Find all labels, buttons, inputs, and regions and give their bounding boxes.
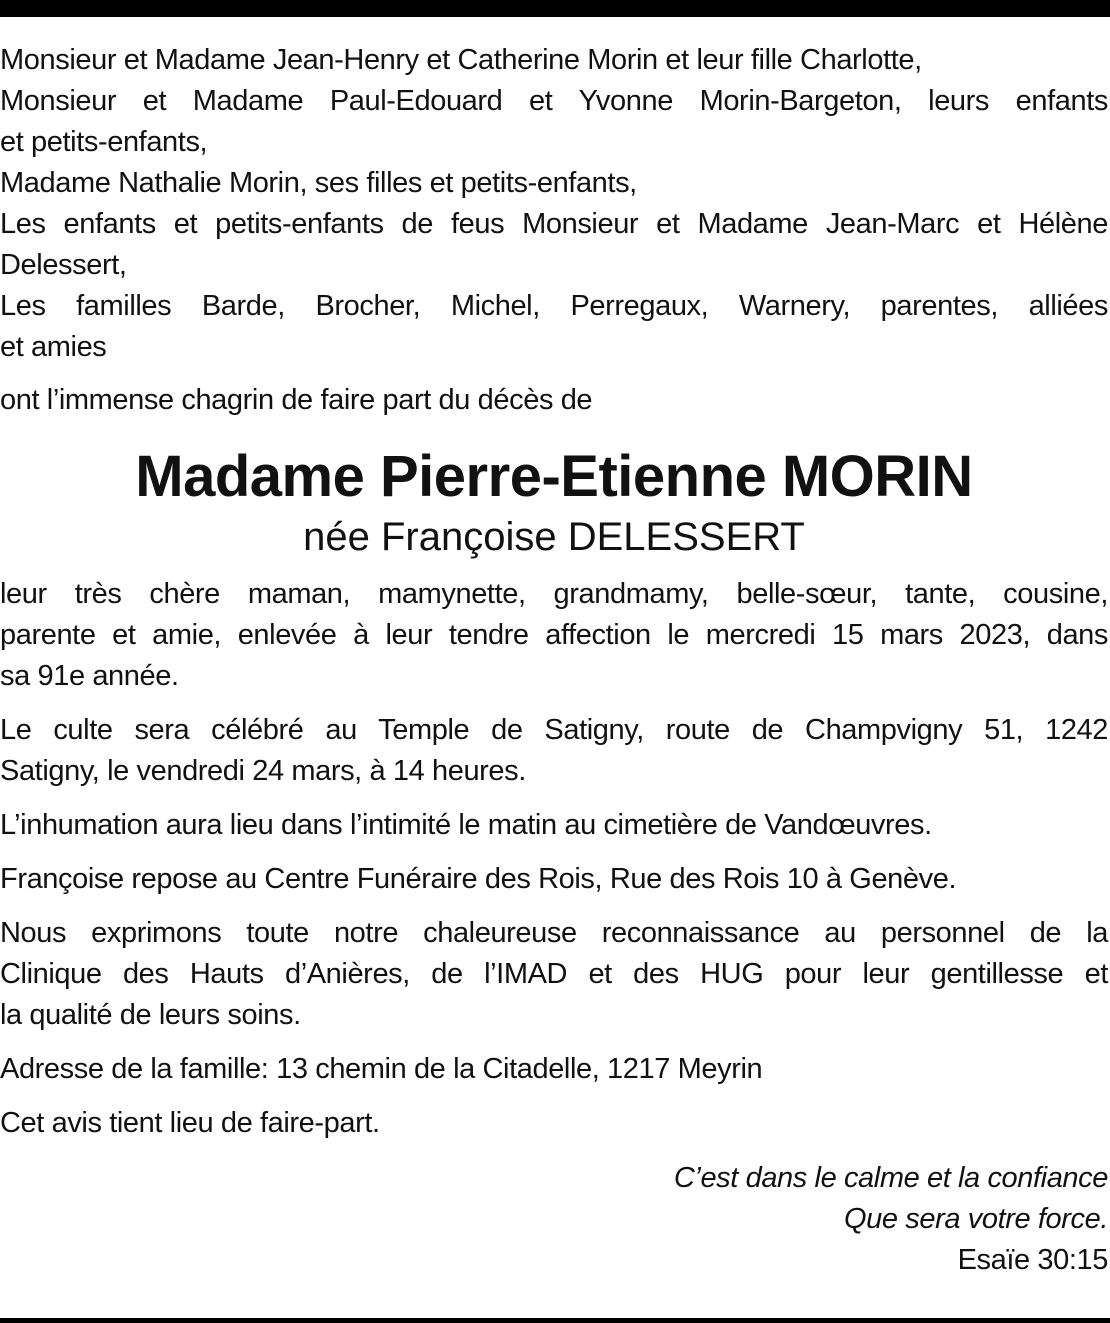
text-line: Madame Nathalie Morin, ses filles et petits-enfants, [0,167,637,199]
deceased-name: Madame Pierre-Etienne MORIN [135,444,973,509]
text-line: Françoise repose au Centre Funéraire des Rois, Rue des Rois 10 à Genève. [0,863,957,895]
text-line: Adresse de la famille: 13 chemin de la Citadelle, 1217 Meyrin [0,1053,763,1085]
death-notice [0,40,1108,1281]
verse-line: Que sera votre force. [844,1203,1108,1235]
text-line: Clinique des Hauts d’Anières, de l’IMAD et des HUG pour leur gentillesse et [0,958,1108,990]
text-line: Monsieur et Madame Jean-Henry et Catherine Morin et leur fille Charlotte, [0,44,922,76]
service-paragraph [0,710,1108,792]
text-line: Monsieur et Madame Paul-Edouard et Yvonne Morin-Bargeton, leurs enfants [0,85,1108,117]
deceased-maiden-name: née Françoise DELESSERT [303,515,805,559]
text-line: leur très chère maman, mamynette, grandmamy, belle-sœur, tante, cousine, [0,578,1108,610]
text-line: sa 91e année. [0,660,179,692]
announcement-text: ont l’immense chagrin de faire part du décès de [0,384,593,416]
family-address [0,1049,1108,1090]
family-list [0,40,1108,368]
verse-reference: Esaïe 30:15 [957,1244,1108,1276]
verse-line: C’est dans le calme et la confiance [673,1162,1108,1194]
family-entry [0,81,1108,163]
family-entry [0,204,1108,286]
family-entry [0,163,1108,204]
notice-statement [0,1103,1108,1144]
bottom-rule [0,1318,1110,1323]
text-line: Nous exprimons toute notre chaleureuse reconnaissance au personnel de la [0,917,1108,949]
thanks-paragraph [0,913,1108,1036]
tribute-paragraph [0,574,1108,697]
text-line: et amies [0,331,107,363]
text-line: la qualité de leurs soins. [0,999,301,1031]
text-line: Satigny, le vendredi 24 mars, à 14 heures. [0,755,526,787]
family-entry [0,286,1108,368]
bible-verse [0,1158,1108,1240]
top-rule [0,0,1110,17]
text-line: Delessert, [0,249,127,281]
repose-paragraph [0,859,1108,900]
family-entry [0,40,1108,81]
text-line: Cet avis tient lieu de faire-part. [0,1107,380,1139]
text-line: L’inhumation aura lieu dans l’intimité le matin au cimetière de Vandœuvres. [0,809,932,841]
text-line: Les familles Barde, Brocher, Michel, Perregaux, Warnery, parentes, alliées [0,290,1108,322]
text-line: et petits-enfants, [0,126,208,158]
text-line: parente et amie, enlevée à leur tendre affection le mercredi 15 mars 2023, dans [0,619,1108,651]
text-line: Les enfants et petits-enfants de feus Monsieur et Madame Jean-Marc et Hélène [0,208,1108,240]
text-line: Le culte sera célébré au Temple de Satigny, route de Champvigny 51, 1242 [0,714,1108,746]
burial-paragraph [0,805,1108,846]
